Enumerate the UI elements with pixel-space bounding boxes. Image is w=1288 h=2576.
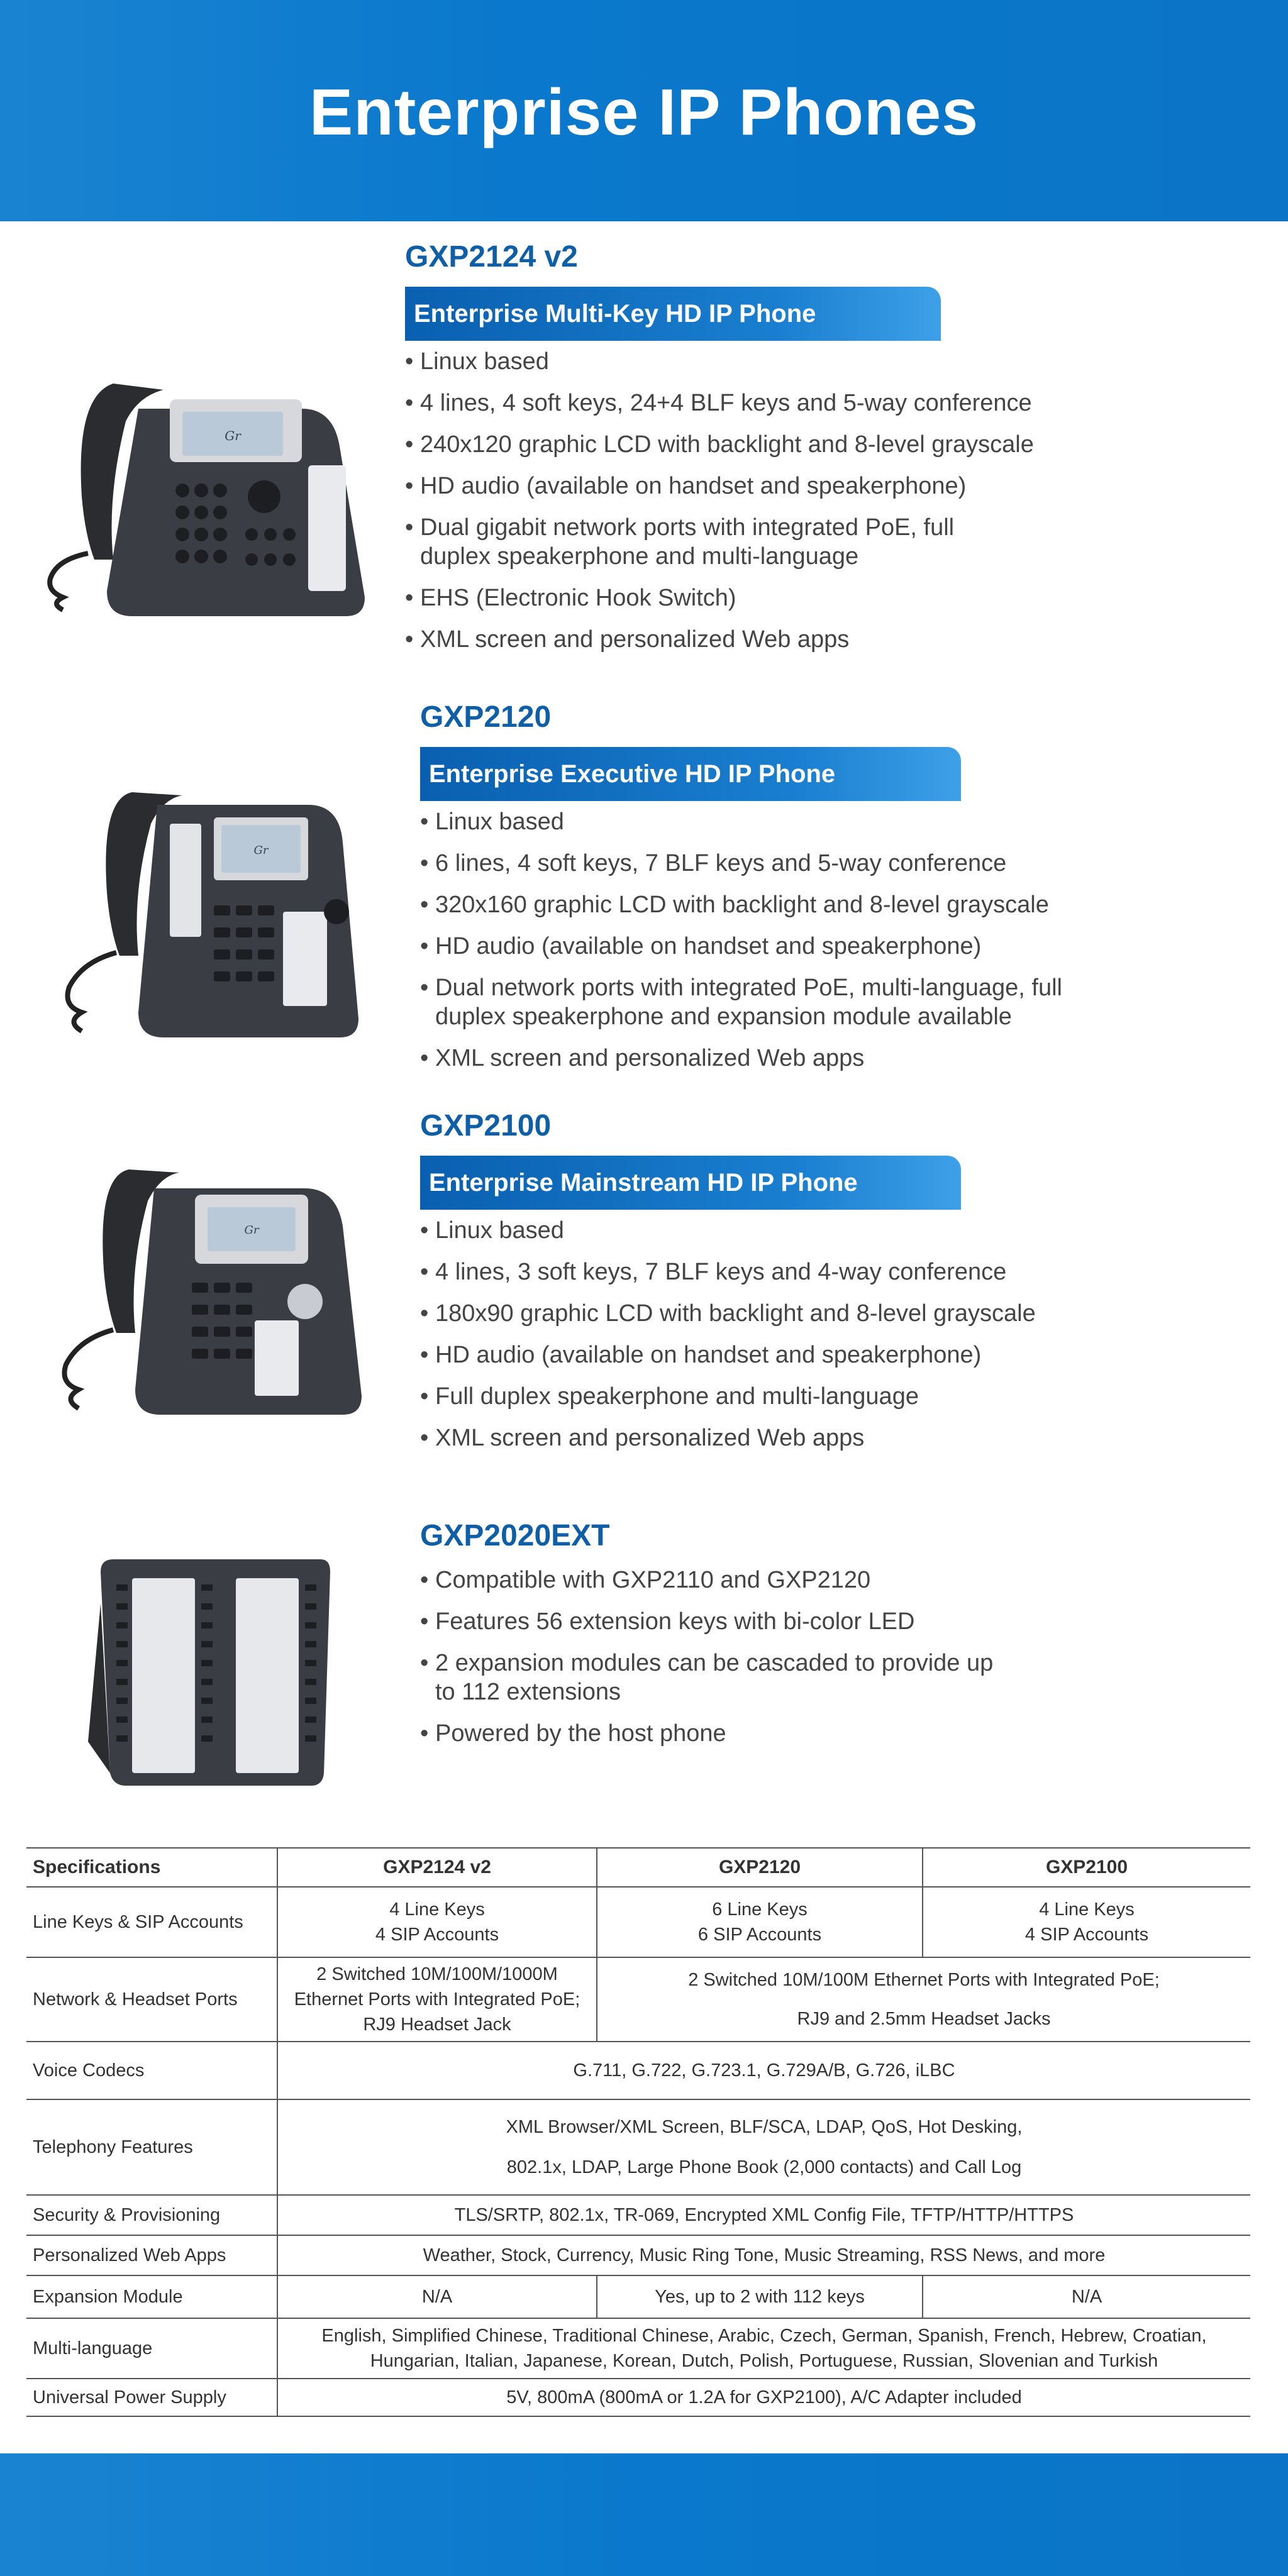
cell-line: Ethernet Ports with Integrated PoE; <box>294 1989 580 2009</box>
feature-list <box>420 1216 1112 1452</box>
table-cell: Weather, Stock, Currency, Music Ring Tone, Music Streaming, RSS News, and more <box>277 2235 1250 2275</box>
product-subtitle-banner: Enterprise Mainstream HD IP Phone <box>420 1156 961 1210</box>
cell-line: 4 SIP Accounts <box>1024 1925 1149 1945</box>
product-model: GXP2124 v2 <box>405 240 578 274</box>
feature-item: • XML screen and personalized Web apps <box>420 1044 1112 1073</box>
feature-list <box>420 807 1112 1073</box>
header-cell: GXP2124 v2 <box>277 1848 597 1887</box>
feature-item: • EHS (Electronic Hook Switch) <box>405 583 1097 612</box>
table-cell: TLS/SRTP, 802.1x, TR-069, Encrypted XML Config File, TFTP/HTTP/HTTPS <box>277 2195 1250 2235</box>
table-cell: 5V, 800mA (800mA or 1.2A for GXP2100), A/C Adapter included <box>277 2379 1250 2416</box>
cell-line: 2 Switched 10M/100M Ethernet Ports with Integrated PoE; <box>688 1970 1160 1990</box>
feature-item: • Full duplex speakerphone and multi-language <box>420 1382 1112 1411</box>
feature-item: • HD audio (available on handset and speakerphone) <box>420 1341 1112 1369</box>
cell-line: English, Simplified Chinese, Traditional Chinese, Arabic, Czech, German, Spanish, French, Hebrew, Croatian, <box>321 2326 1207 2346</box>
product-model: GXP2020EXT <box>420 1519 610 1552</box>
table-cell <box>597 1957 1250 2042</box>
cell-line: 2 Switched 10M/100M/1000M <box>316 1964 558 1984</box>
feature-list <box>420 1566 1112 1748</box>
table-row <box>26 2195 1250 2235</box>
feature-item: • 2 expansion modules can be cascaded to provide up to 112 extensions <box>420 1649 1001 1706</box>
gxp2120-phone-image <box>57 786 365 1050</box>
feature-item: • Dual gigabit network ports with integrated PoE, full duplex speakerphone and multi-language <box>405 513 986 571</box>
svg-text:Gr: Gr <box>244 1224 259 1237</box>
gxp2020ext-module-image <box>75 1553 340 1792</box>
svg-text:Gr: Gr <box>253 844 269 857</box>
product-model: GXP2120 <box>420 700 552 734</box>
row-label: Universal Power Supply <box>26 2379 277 2416</box>
feature-item: • Compatible with GXP2110 and GXP2120 <box>420 1566 1112 1595</box>
feature-item: • 320x160 graphic LCD with backlight and 8-level grayscale <box>420 890 1112 919</box>
table-cell <box>597 1887 923 1957</box>
feature-item: • HD audio (available on handset and speakerphone) <box>420 932 1112 961</box>
feature-item: • 4 lines, 3 soft keys, 7 BLF keys and 4-way conference <box>420 1258 1112 1286</box>
cell-line: 6 SIP Accounts <box>697 1925 822 1945</box>
table-row <box>26 2318 1250 2379</box>
product-gxp2120 <box>420 699 1112 1085</box>
table-cell <box>277 1887 597 1957</box>
cell-line: 802.1x, LDAP, Large Phone Book (2,000 contacts) and Call Log <box>506 2157 1022 2177</box>
row-label: Telephony Features <box>26 2099 277 2195</box>
table-row <box>26 2042 1250 2099</box>
product-subtitle-banner: Enterprise Multi-Key HD IP Phone <box>405 287 941 341</box>
table-cell <box>277 1957 597 2042</box>
header-cell: Specifications <box>26 1848 277 1887</box>
feature-item: • 240x120 graphic LCD with backlight and 8-level grayscale <box>405 430 1097 459</box>
feature-item: • Linux based <box>420 807 1112 836</box>
cell-line: RJ9 and 2.5mm Headset Jacks <box>797 2009 1051 2029</box>
footer-banner <box>0 2453 1288 2576</box>
feature-item: • Linux based <box>420 1216 1112 1245</box>
feature-item: • Powered by the host phone <box>420 1719 1112 1748</box>
gxp2124-phone-image <box>38 371 371 635</box>
feature-item: • Dual network ports with integrated PoE, multi-language, full duplex speakerphone and expansion module available <box>420 973 1089 1031</box>
specifications-table <box>26 1847 1250 2417</box>
table-row <box>26 2275 1250 2318</box>
table-cell: Yes, up to 2 with 112 keys <box>597 2275 923 2318</box>
feature-item: • 6 lines, 4 soft keys, 7 BLF keys and 5-way conference <box>420 849 1112 878</box>
row-label: Line Keys & SIP Accounts <box>26 1887 277 1957</box>
header-banner <box>0 0 1288 221</box>
feature-list <box>405 347 1097 654</box>
table-row <box>26 2099 1250 2195</box>
feature-item: • 4 lines, 4 soft keys, 24+4 BLF keys and 5-way conference <box>405 389 1097 417</box>
table-row <box>26 1957 1250 2042</box>
feature-item: • Linux based <box>405 347 1097 376</box>
cell-line: RJ9 Headset Jack <box>363 2015 511 2035</box>
row-label: Expansion Module <box>26 2275 277 2318</box>
product-gxp2020ext <box>420 1518 1112 1761</box>
header-cell: GXP2100 <box>923 1848 1250 1887</box>
table-cell <box>277 2318 1250 2379</box>
cell-line: 4 Line Keys <box>389 1899 485 1920</box>
table-row <box>26 1887 1250 1957</box>
cell-line: 6 Line Keys <box>712 1899 808 1920</box>
product-gxp2124 <box>405 239 1097 666</box>
feature-item: • HD audio (available on handset and speakerphone) <box>405 472 1097 500</box>
row-label: Personalized Web Apps <box>26 2235 277 2275</box>
table-row <box>26 2379 1250 2416</box>
page-title: Enterprise IP Phones <box>309 76 979 149</box>
svg-text:Gr: Gr <box>225 428 241 443</box>
table-cell <box>277 2099 1250 2195</box>
table-cell: G.711, G.722, G.723.1, G.729A/B, G.726, iLBC <box>277 2042 1250 2099</box>
table-header-row <box>26 1848 1250 1887</box>
row-label: Network & Headset Ports <box>26 1957 277 2042</box>
cell-line: 4 SIP Accounts <box>375 1925 499 1945</box>
product-subtitle-banner: Enterprise Executive HD IP Phone <box>420 747 961 801</box>
row-label: Security & Provisioning <box>26 2195 277 2235</box>
cell-line: Hungarian, Italian, Japanese, Korean, Dutch, Polish, Portuguese, Russian, Slovenian and Turkish <box>370 2351 1158 2371</box>
cell-line: XML Browser/XML Screen, BLF/SCA, LDAP, QoS, Hot Desking, <box>506 2117 1023 2137</box>
feature-item: • XML screen and personalized Web apps <box>420 1423 1112 1452</box>
gxp2100-phone-image <box>47 1163 368 1427</box>
product-model: GXP2100 <box>420 1109 552 1142</box>
row-label: Voice Codecs <box>26 2042 277 2099</box>
header-cell: GXP2120 <box>597 1848 923 1887</box>
row-label: Multi-language <box>26 2318 277 2379</box>
table-cell <box>923 1887 1250 1957</box>
table-cell: N/A <box>277 2275 597 2318</box>
feature-item: • Features 56 extension keys with bi-color LED <box>420 1607 1112 1636</box>
feature-item: • XML screen and personalized Web apps <box>405 625 1097 654</box>
product-gxp2100 <box>420 1108 1112 1465</box>
table-cell: N/A <box>923 2275 1250 2318</box>
table-row <box>26 2235 1250 2275</box>
cell-line: 4 Line Keys <box>1039 1899 1135 1920</box>
feature-item: • 180x90 graphic LCD with backlight and 8-level grayscale <box>420 1299 1112 1328</box>
